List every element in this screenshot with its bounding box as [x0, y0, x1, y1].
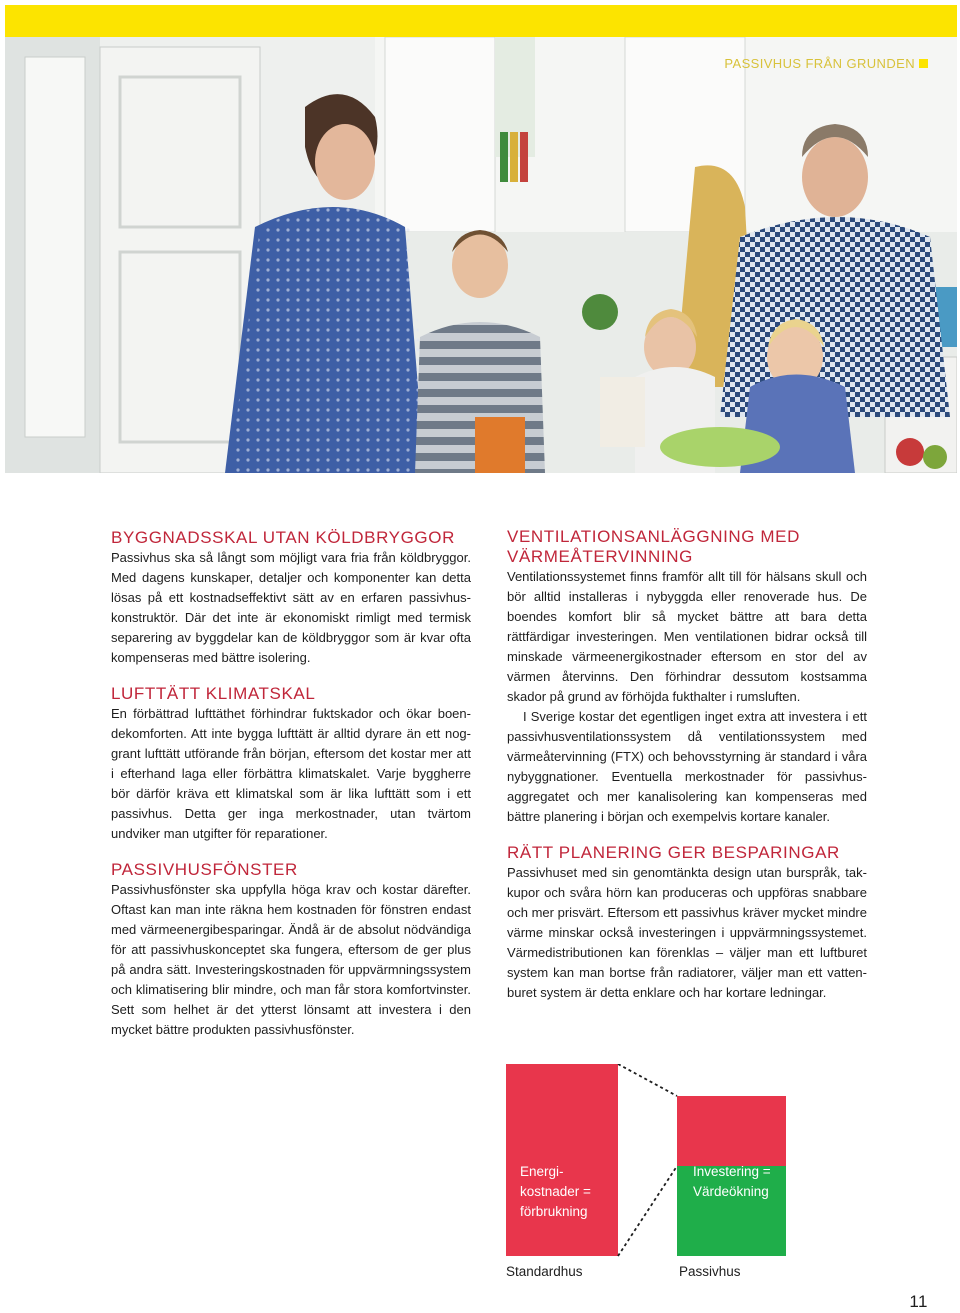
body-lufttatt: En förbättrad lufttäthet förhindrar fuktskador och ökar boendekomforten. Att inte bygga lufttätt är alltid dyrare än ett noggrant lufttätt utförande från början, eftersom det kostar mer att i efterhand laga eller förbättra klimatskalet. Varje byggherre bör därför kräva ett klimatskal som är lika lufttätt som i ett passivhus. Detta ger inga merkostnader, utan tvärtom undviker man utgifter för reparationer. — [111, 706, 471, 841]
body-planering: Passivhuset med sin genomtänkta design utan burspråk, takkupor och svåra hörn kan produceras och uppföras snabbare och mer prisvärt. Eftersom ett passivhus kräver mycket mindre värme minskar också investeringen i uppvärmningssystemet. Värmedistributionen kan förenklas – väljer man ett luftburet system kan man bortse från radiatorer, väljer man ett vattenburet system är detta enklare och har kortare ledningar. — [507, 865, 867, 1000]
body-ventilation-2: I Sverige kostar det egentligen inget extra att investera i ett passivhusventilationssystem då ventilationssystem med värmeåtervinning (FTX) och behovsstyrning är standard i våra nybyggnationer. Eventuella merkostnader för passivhusaggregatet och mer kanalisolering kan kompenseras med bättre planering i början och exempelvis kortare kanaler. — [507, 709, 867, 824]
heading-fonster: PASSIVHUSFÖNSTER — [111, 860, 298, 879]
running-head-text: PASSIVHUS FRÅN GRUNDEN — [724, 56, 915, 71]
running-head — [724, 56, 928, 71]
body-ventilation-1: Ventilationssystemet finns framför allt till för hälsans skull och bör alltid installeras i nybyggda eller renoverade hus. De boendes komfort blir så mycket bättre att bara detta rättfärdigar investeringen. Men ventilationen bidrar också till minskade värmeenergikostnader eftersom en stor del av värmen återvinns. Den förhindrar dessutom kostsamma skador på grund av förhöjda fukthalter i rumsluften. — [507, 569, 867, 704]
x-label-passivhus: Passivhus — [679, 1264, 741, 1279]
heading-lufttatt: LUFTTÄTT KLIMATSKAL — [111, 684, 316, 703]
label-energy-costs: Energi- kostnader = förbrukning — [520, 1164, 591, 1219]
cost-comparison-chart — [506, 1064, 796, 1294]
left-column — [111, 528, 471, 1040]
page-number: 11 — [909, 1292, 928, 1311]
body-fonster: Passivhusfönster ska uppfylla höga krav och kostar därefter. Oftast kan man inte räkna hem kostnaden för fönstren endast med värmeenergibesparingar. Ändå är de absolut nödvändiga för att passivhuskonceptet ska fungera, eftersom de ger plus på andra sätt. Investeringskostnaden för uppvärmningssystem och klimatisering blir mindre, och man får stora komfortvinster. Sett som helhet är det ytterst lönsamt att investera i den mycket bättre produkten passivhusfönster. — [111, 882, 471, 1037]
right-column — [507, 527, 867, 1003]
square-icon — [919, 59, 928, 68]
top-accent-bar — [5, 5, 957, 37]
heading-planering: RÄTT PLANERING GER BESPARINGAR — [507, 843, 840, 862]
body-byggnadsskal: Passivhus ska så långt som möjligt vara fria från köldbryggor. Med dagens kunskaper, detaljer och komponenter kan detta lösas på ett kostnadseffektivt sätt av en erfaren passivhuskonstruktör. Där det inte är ekonomiskt rimligt med termisk separering av byggdelar kan de köldbryggor som är kvar ofta kompenseras med bättre isolering. — [111, 550, 471, 665]
label-investment: Investering = Värdeökning — [693, 1164, 771, 1199]
heading-byggnadsskal: BYGGNADSSKAL UTAN KÖLDBRYGGOR — [111, 528, 455, 547]
heading-ventilation: VENTILATIONSANLÄGGNING MED VÄRMEÅTERVINNING — [507, 527, 800, 566]
family-kitchen-photo — [5, 37, 957, 473]
x-label-standardhus: Standardhus — [506, 1264, 583, 1279]
